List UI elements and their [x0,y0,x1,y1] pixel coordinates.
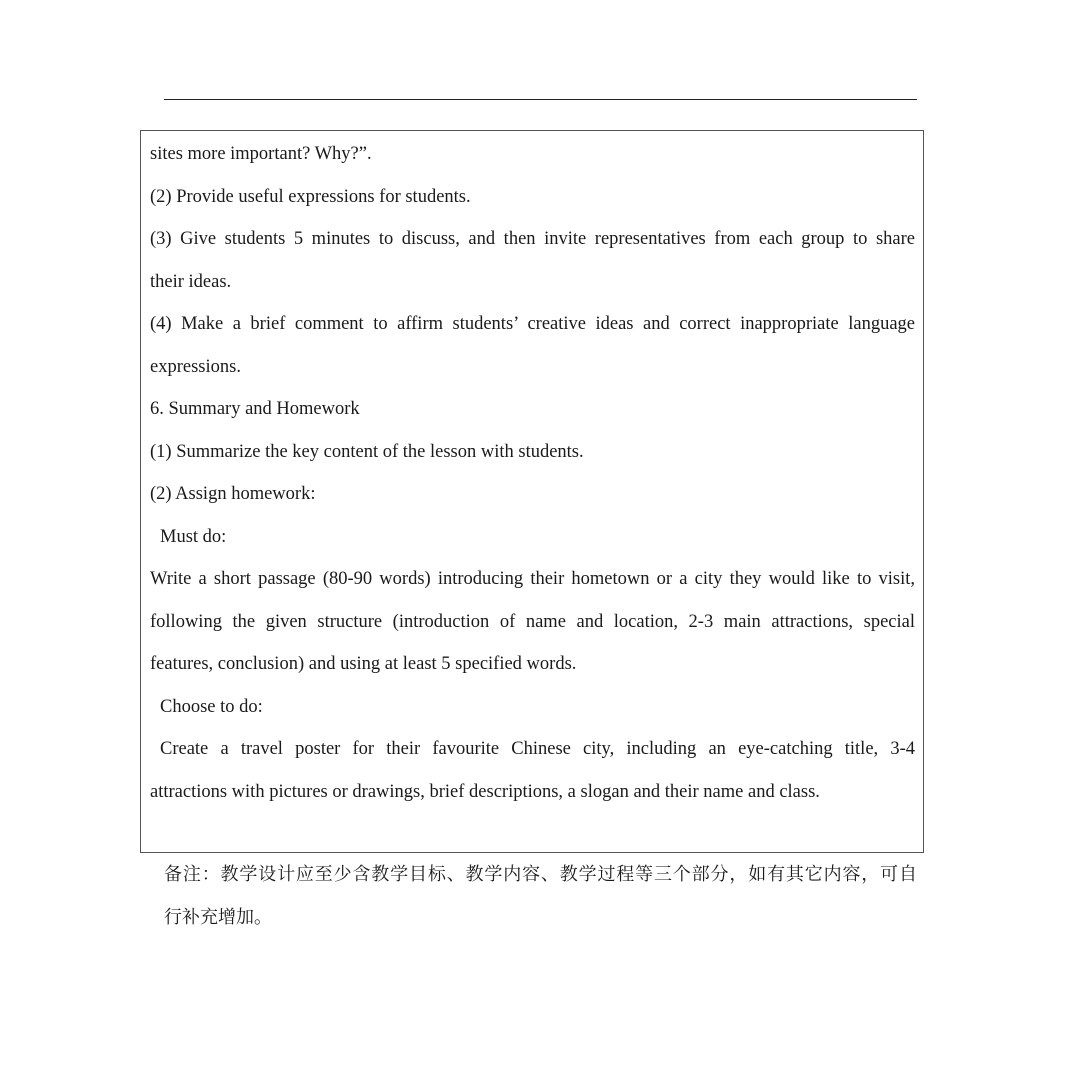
text-line: their ideas. [150,271,232,292]
text-line: Create a travel poster for their favourite Chinese city, including an eye-catching title, 3-4 [160,739,915,759]
homework-label-must: Must do: [160,526,227,547]
text-line: sites more important? Why?”. [150,144,372,164]
text-line: (4) Make a brief comment to affirm students’ creative ideas and correct inappropriate language [150,314,915,334]
homework-label-choose: Choose to do: [160,696,263,717]
text-line: Write a short passage (80-90 words) introducing their hometown or a city they would like to visit, [150,569,915,589]
text-line: (2) Assign homework: [150,484,316,504]
text-line: (3) Give students 5 minutes to discuss, and then invite representatives from each group to share [150,229,915,249]
section-heading: 6. Summary and Homework [150,399,360,419]
footnote-line: 行补充增加。 [164,906,272,928]
header-rule [164,99,917,100]
lesson-content-box [140,130,924,853]
text-line: (1) Summarize the key content of the lesson with students. [150,441,584,462]
text-line: features, conclusion) and using at least 5 specified words. [150,654,577,674]
text-line: expressions. [150,356,241,377]
footnote-line: 备注：教学设计应至少含教学目标、教学内容、教学过程等三个部分，如有其它内容，可自 [164,864,917,885]
text-line: attractions with pictures or drawings, brief descriptions, a slogan and their name and class. [150,781,820,802]
text-line: (2) Provide useful expressions for students. [150,186,471,207]
text-line: following the given structure (introduction of name and location, 2-3 main attractions, special [150,611,915,632]
